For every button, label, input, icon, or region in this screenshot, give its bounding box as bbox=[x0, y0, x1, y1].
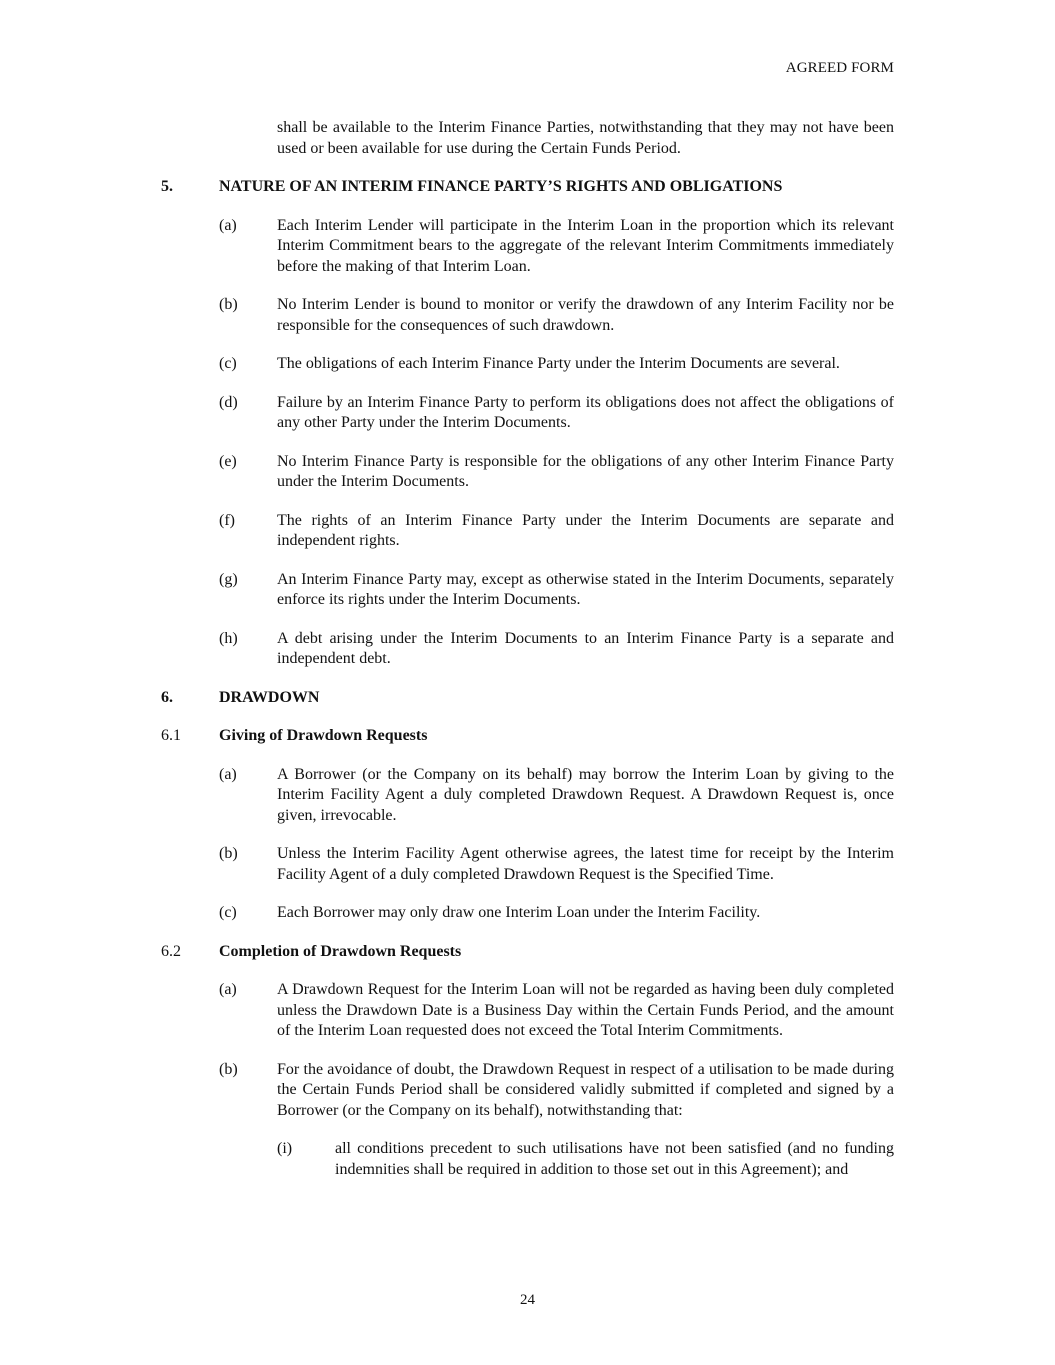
page-number: 24 bbox=[520, 1292, 535, 1308]
clause-item bbox=[161, 452, 894, 493]
clause-label: (a) bbox=[219, 981, 237, 998]
subclause-label: (i) bbox=[277, 1140, 293, 1157]
clause-label: (d) bbox=[219, 393, 238, 411]
clause-item bbox=[161, 511, 894, 552]
clause-item bbox=[161, 354, 894, 375]
clause-label: (g) bbox=[219, 570, 238, 588]
section-6-heading bbox=[161, 688, 894, 709]
clause-label: (b) bbox=[219, 1060, 238, 1078]
subclause-text: all conditions precedent to such utilisations have not been satisfied (and no funding indemnities shall be required in addition to those set out in this Agreement); and bbox=[335, 1140, 894, 1178]
clause-item bbox=[161, 295, 894, 336]
section-5-heading bbox=[161, 177, 894, 198]
clause-text: Each Borrower may only draw one Interim Loan under the Interim Facility. bbox=[277, 904, 761, 921]
subsection-title: Giving of Drawdown Requests bbox=[219, 727, 428, 744]
clause-item bbox=[161, 393, 894, 434]
clause-text: No Interim Lender is bound to monitor or verify the drawdown of any Interim Facility nor be responsible for the consequences of such drawdown. bbox=[277, 296, 894, 334]
clause-label: (c) bbox=[219, 904, 237, 921]
clause-item bbox=[161, 1060, 894, 1122]
clause-label: (b) bbox=[219, 296, 238, 313]
clause-item bbox=[161, 903, 894, 924]
section-title: NATURE OF AN INTERIM FINANCE PARTY’S RIGHTS AND OBLIGATIONS bbox=[219, 178, 783, 195]
subsection-number: 6.2 bbox=[161, 942, 181, 960]
clause-label: (a) bbox=[219, 216, 237, 234]
subsection-6-1-heading bbox=[161, 726, 894, 747]
subclause-item bbox=[161, 1139, 894, 1180]
clause-text: An Interim Finance Party may, except as otherwise stated in the Interim Documents, separately enforce its rights under the Interim Documents. bbox=[277, 570, 894, 608]
clause-text: Each Interim Lender will participate in the Interim Loan in the proportion which its relevant Interim Commitment bears to the aggregate of the relevant Interim Commitments immediately before the making of that Interim Loan. bbox=[277, 216, 894, 275]
section-title: DRAWDOWN bbox=[219, 688, 320, 706]
clause-text: A debt arising under the Interim Documents to an Interim Finance Party is a separate and independent debt. bbox=[277, 629, 894, 667]
page-content bbox=[161, 118, 894, 1198]
section-number: 5. bbox=[161, 178, 173, 195]
clause-text: For the avoidance of doubt, the Drawdown Request in respect of a utilisation to be made during the Certain Funds Period shall be considered validly submitted if completed and signed by a Borrower (or the Company on its behalf), notwithstanding that: bbox=[277, 1060, 894, 1119]
clause-item bbox=[161, 629, 894, 670]
clause-text: A Borrower (or the Company on its behalf) may borrow the Interim Loan by giving to the Interim Facility Agent a duly completed Drawdown Request. A Drawdown Request is, once given, irrevocable. bbox=[277, 765, 894, 824]
clause-label: (b) bbox=[219, 845, 238, 862]
section-number: 6. bbox=[161, 688, 173, 706]
clause-label: (f) bbox=[219, 511, 235, 529]
clause-item bbox=[161, 765, 894, 827]
clause-text: The obligations of each Interim Finance Party under the Interim Documents are several. bbox=[277, 355, 840, 372]
agreed-form-header: AGREED FORM bbox=[785, 60, 894, 76]
subsection-6-2-heading bbox=[161, 942, 894, 963]
clause-label: (a) bbox=[219, 765, 237, 783]
clause-text: The rights of an Interim Finance Party under the Interim Documents are separate and independent rights. bbox=[277, 511, 894, 549]
subsection-number: 6.1 bbox=[161, 727, 181, 744]
clause-text: No Interim Finance Party is responsible for the obligations of any other Interim Finance Party under the Interim Documents. bbox=[277, 452, 894, 490]
clause-label: (c) bbox=[219, 355, 237, 372]
clause-label: (e) bbox=[219, 452, 237, 470]
clause-item bbox=[161, 980, 894, 1042]
clause-item bbox=[161, 216, 894, 278]
clause-text: Unless the Interim Facility Agent otherwise agrees, the latest time for receipt by the Interim Facility Agent of a duly completed Drawdown Request is the Specified Time. bbox=[277, 845, 894, 883]
clause-text: Failure by an Interim Finance Party to perform its obligations does not affect the obligations of any other Party under the Interim Documents. bbox=[277, 393, 894, 431]
clause-item bbox=[161, 844, 894, 885]
clause-text: A Drawdown Request for the Interim Loan will not be regarded as having been duly completed unless the Drawdown Date is a Business Day within the Certain Funds Period, and the amount of the Interim Loan requested does not exceed the Total Interim Commitments. bbox=[277, 981, 894, 1039]
clause-label: (h) bbox=[219, 629, 238, 647]
intro-paragraph: shall be available to the Interim Finance Parties, notwithstanding that they may not have been used or been available for use during the Certain Funds Period. bbox=[277, 119, 894, 157]
subsection-title: Completion of Drawdown Requests bbox=[219, 942, 462, 960]
clause-item bbox=[161, 570, 894, 611]
